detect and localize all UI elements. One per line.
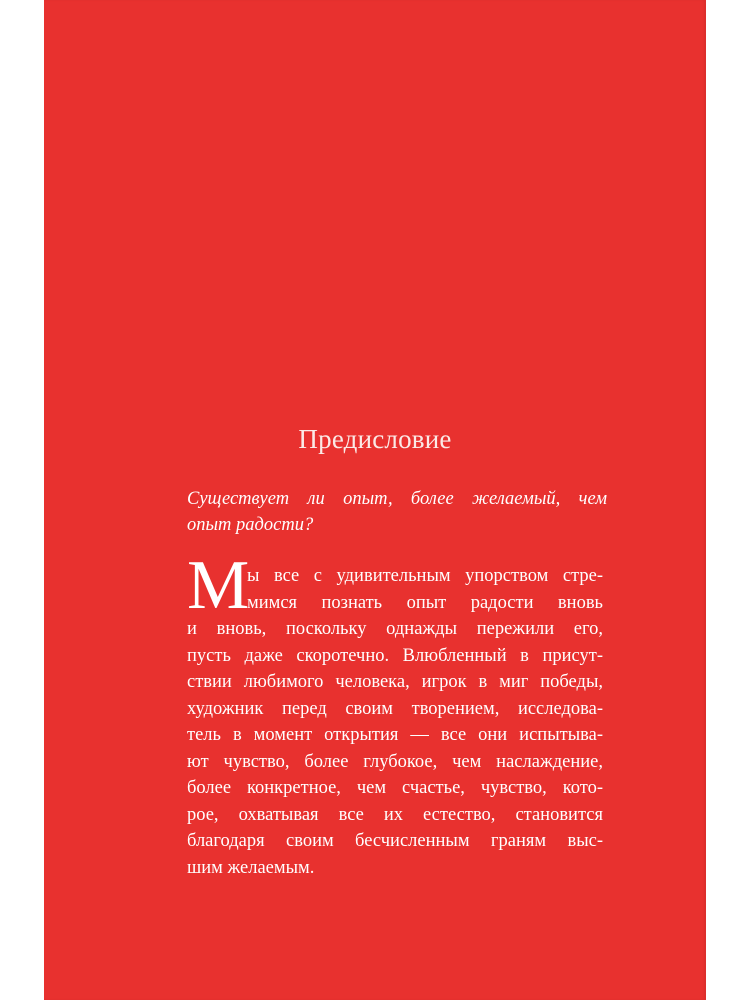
paragraph-line: мимся познать опыт радости вновь	[247, 592, 603, 613]
paragraph-line: шим желаемым.	[187, 857, 315, 878]
paragraph-line: пусть даже скоротечно. Влюбленный в присут-	[187, 645, 603, 666]
book-page	[44, 0, 706, 1000]
paragraph-line: ют чувство, более глубокое, чем наслаждение,	[187, 751, 603, 772]
paragraph-line: благодаря своим бесчисленным граням выс-	[187, 831, 603, 851]
paragraph-line: тель в момент открытия — все они испытыва-	[187, 725, 603, 745]
paragraph-line: ствии любимого человека, игрок в миг победы,	[187, 672, 603, 692]
paragraph-line: более конкретное, чем счастье, чувство, кото-	[187, 778, 603, 798]
epigraph-line: Существует ли опыт, более желаемый, чем	[187, 489, 607, 509]
paragraph-line: художник перед своим творением, исследова-	[187, 698, 603, 719]
drop-cap: М	[187, 547, 250, 624]
chapter-heading: Предисловие	[298, 424, 452, 454]
paragraph-line: и вновь, поскольку однажды пережили его,	[187, 619, 603, 639]
body-paragraph	[187, 563, 603, 881]
epigraph-line: опыт радости?	[187, 515, 314, 535]
paragraph-line: рое, охватывая все их естество, становится	[187, 804, 603, 825]
paragraph-line: ы все с удивительным упорством стре-	[247, 566, 603, 586]
epigraph	[187, 486, 607, 538]
